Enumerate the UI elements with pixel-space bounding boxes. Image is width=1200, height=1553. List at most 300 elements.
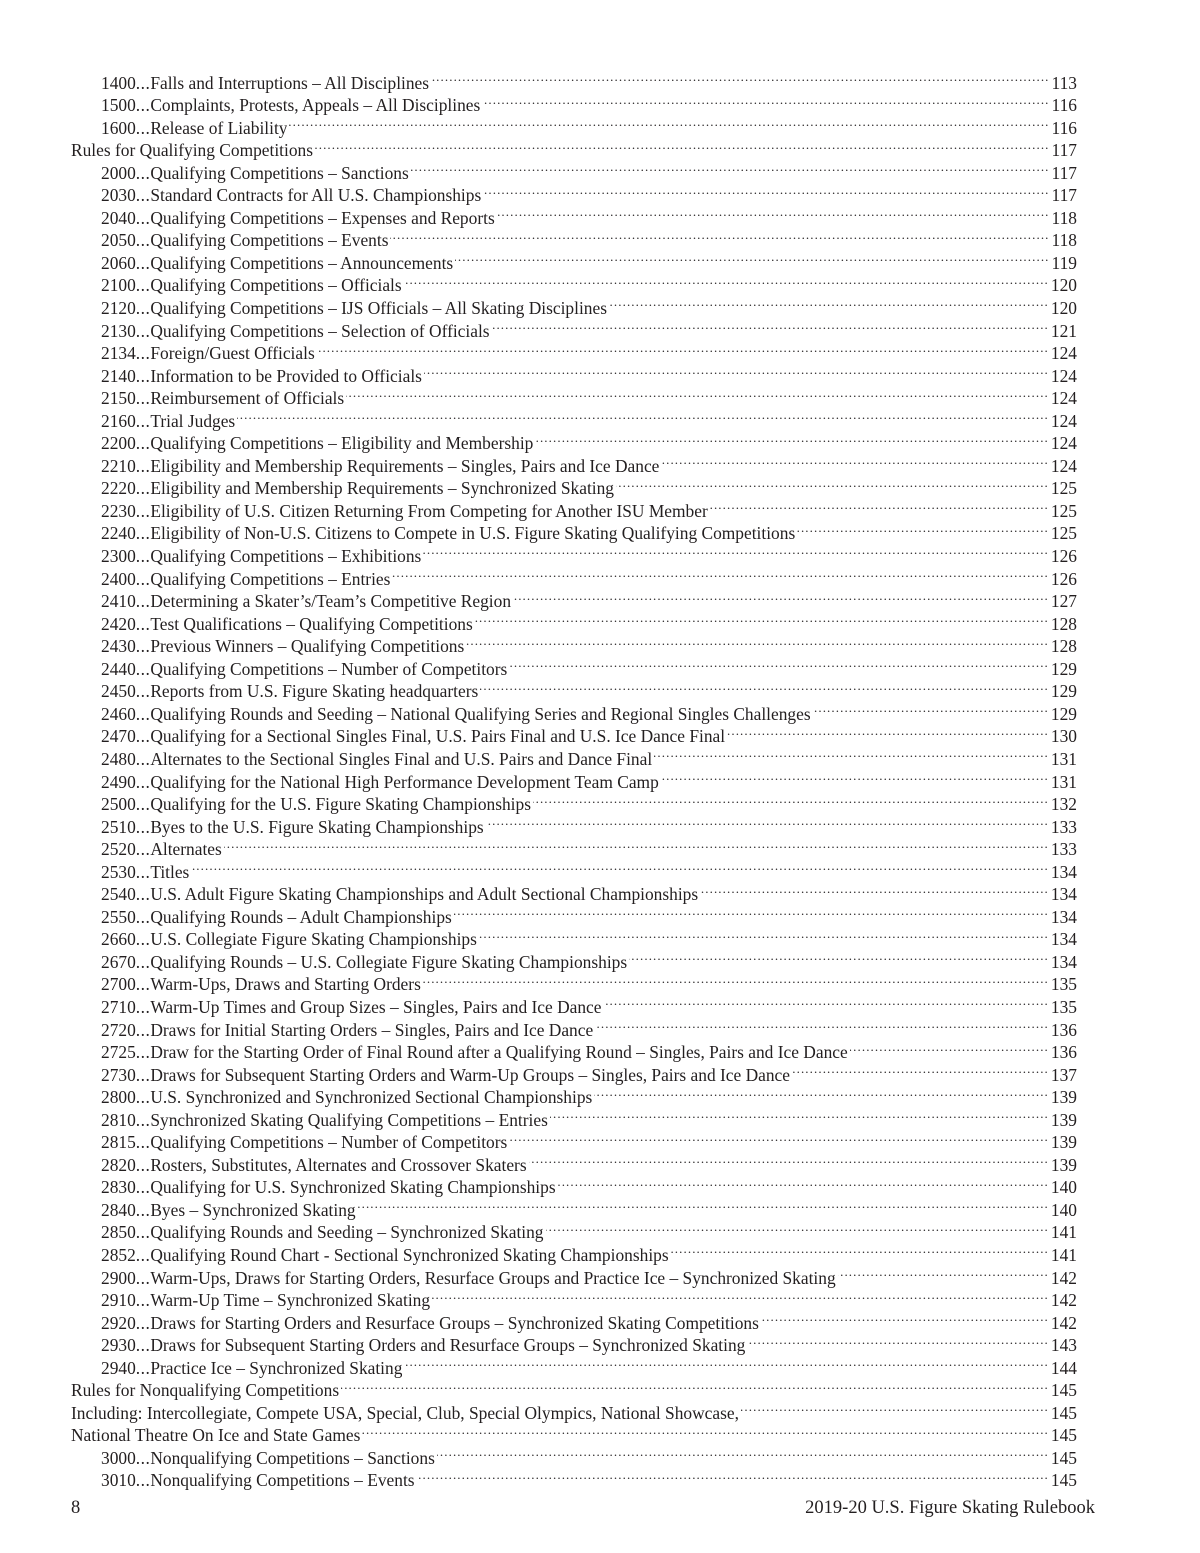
rule-number: 2430	[101, 636, 136, 657]
dot-leader	[838, 1261, 1049, 1284]
page-ref: 134	[1050, 929, 1077, 950]
rule-number: 2510	[101, 816, 136, 837]
rule-number: 2710	[101, 996, 136, 1017]
page-ref: 134	[1050, 906, 1077, 927]
entry-title: Practice Ice – Synchronized Skating	[150, 1357, 403, 1378]
dot-leader	[390, 224, 1049, 247]
entry-title: Rosters, Substitutes, Alternates and Crossover Skaters	[150, 1154, 527, 1175]
entry-title: Falls and Interruptions – All Disciplines	[150, 72, 430, 93]
page-ref: 142	[1050, 1267, 1077, 1288]
entry-title: Qualifying Rounds and Seeding – National Qualifying Series and Regional Singles Challenges	[150, 703, 811, 724]
dot-leader	[480, 675, 1049, 698]
ellipsis-separator: ...	[135, 884, 151, 905]
entry-title: Draws for Subsequent Starting Orders and Warm-Up Groups – Singles, Pairs and Ice Dance	[150, 1064, 790, 1085]
entry-title: Alternates	[150, 839, 222, 860]
rule-number: 2850	[101, 1222, 136, 1243]
page-ref: 132	[1050, 794, 1077, 815]
rule-number: 2030	[101, 185, 136, 206]
rule-number: 2660	[101, 929, 136, 950]
entry-title: Including: Intercollegiate, Compete USA, Special, Club, Special Olympics, National Showcase,	[71, 1402, 739, 1423]
page-ref: 145	[1050, 1425, 1077, 1446]
ellipsis-separator: ...	[135, 320, 151, 341]
page-ref: 113	[1051, 72, 1077, 93]
page-ref: 124	[1050, 365, 1077, 386]
rule-number: 1400	[101, 72, 136, 93]
entry-title: Byes – Synchronized Skating	[150, 1199, 356, 1220]
rule-number: 2810	[101, 1109, 136, 1130]
page-ref: 142	[1050, 1290, 1077, 1311]
dot-leader	[513, 585, 1049, 608]
dot-leader	[797, 517, 1049, 540]
dot-leader	[404, 1351, 1048, 1374]
dot-leader	[661, 765, 1049, 788]
entry-title: Warm-Ups, Draws for Starting Orders, Resurface Groups and Practice Ice – Synchronized Skating	[150, 1267, 836, 1288]
page-ref: 143	[1050, 1335, 1077, 1356]
page-ref: 145	[1050, 1380, 1077, 1401]
dot-leader	[411, 156, 1050, 179]
entry-title: Reports from U.S. Figure Skating headquarters	[150, 681, 479, 702]
rule-number: 2725	[101, 1042, 136, 1063]
dot-leader	[492, 314, 1049, 337]
rule-number: 2800	[101, 1087, 136, 1108]
entry-title: Qualifying for the National High Performance Development Team Camp	[150, 771, 659, 792]
ellipsis-separator: ...	[135, 1447, 151, 1468]
page-number: 8	[71, 1498, 81, 1518]
entry-title: Draws for Starting Orders and Resurface Groups – Synchronized Skating Competitions	[150, 1312, 759, 1333]
rule-number: 2500	[101, 794, 136, 815]
dot-leader	[850, 1036, 1049, 1059]
entry-title: Qualifying Rounds – Adult Championships	[150, 906, 452, 927]
ellipsis-separator: ...	[135, 1357, 151, 1378]
dot-leader	[237, 404, 1049, 427]
ellipsis-separator: ...	[135, 1470, 151, 1491]
entry-title: Eligibility and Membership Requirements – Synchronized Skating	[150, 478, 615, 499]
entry-title: Rules for Qualifying Competitions	[71, 140, 313, 161]
page-ref: 139	[1050, 1132, 1077, 1153]
ellipsis-separator: ...	[135, 1199, 151, 1220]
rule-number: 2230	[101, 500, 136, 521]
rule-number: 2530	[101, 861, 136, 882]
ellipsis-separator: ...	[135, 298, 151, 319]
rule-number: 2440	[101, 658, 136, 679]
page-ref: 140	[1050, 1199, 1077, 1220]
entry-title: Information to be Provided to Officials	[150, 365, 422, 386]
rule-number: 2160	[101, 410, 136, 431]
rule-number: 2480	[101, 748, 136, 769]
entry-title: Warm-Up Times and Group Sizes – Singles, Pairs and Ice Dance	[150, 996, 602, 1017]
dot-leader	[535, 427, 1049, 450]
rule-number: 2720	[101, 1019, 136, 1040]
rule-number: 2550	[101, 906, 136, 927]
page-ref: 125	[1050, 478, 1077, 499]
dot-leader	[479, 923, 1049, 946]
ellipsis-separator: ...	[135, 1244, 151, 1265]
page-ref: 126	[1050, 568, 1077, 589]
entry-title: Qualifying Competitions – Entries	[150, 568, 391, 589]
ellipsis-separator: ...	[135, 455, 151, 476]
entry-title: National Theatre On Ice and State Games	[71, 1425, 361, 1446]
entry-title: Nonqualifying Competitions – Sanctions	[150, 1447, 435, 1468]
page-ref: 124	[1050, 388, 1077, 409]
entry-title: Draw for the Starting Order of Final Round after a Qualifying Round – Singles, Pairs and Ice Dance	[150, 1042, 848, 1063]
entry-title: Nonqualifying Competitions – Events	[150, 1470, 415, 1491]
ellipsis-separator: ...	[135, 951, 151, 972]
dot-leader	[486, 810, 1049, 833]
page-ref: 133	[1050, 816, 1077, 837]
rule-number: 2490	[101, 771, 136, 792]
entry-title: Qualifying for a Sectional Singles Final, U.S. Pairs Final and U.S. Ice Dance Final	[150, 726, 726, 747]
dot-leader	[604, 990, 1049, 1013]
ellipsis-separator: ...	[135, 1087, 151, 1108]
rule-number: 2140	[101, 365, 136, 386]
rule-number: 2000	[101, 162, 136, 183]
ellipsis-separator: ...	[135, 365, 151, 386]
dot-leader	[317, 337, 1049, 360]
ellipsis-separator: ...	[135, 613, 151, 634]
ellipsis-separator: ...	[135, 230, 151, 251]
page-ref: 125	[1050, 500, 1077, 521]
ellipsis-separator: ...	[135, 1154, 151, 1175]
page-ref: 117	[1051, 162, 1077, 183]
page-ref: 116	[1051, 95, 1077, 116]
entry-title: Draws for Subsequent Starting Orders and Resurface Groups – Synchronized Skating	[150, 1335, 746, 1356]
ellipsis-separator: ...	[135, 1267, 151, 1288]
entry-title: Release of Liability	[150, 117, 288, 138]
page-ref: 117	[1051, 185, 1077, 206]
rule-number: 2930	[101, 1335, 136, 1356]
dot-leader	[509, 1126, 1049, 1149]
ellipsis-separator: ...	[135, 1335, 151, 1356]
rule-number: 2910	[101, 1290, 136, 1311]
dot-leader	[358, 1193, 1049, 1216]
page-ref: 141	[1050, 1244, 1077, 1265]
page-ref: 135	[1050, 974, 1077, 995]
entry-title: Eligibility of U.S. Citizen Returning From Competing for Another ISU Member	[150, 500, 708, 521]
entry-title: Qualifying Competitions – Number of Competitors	[150, 1132, 508, 1153]
ellipsis-separator: ...	[135, 410, 151, 431]
rule-number: 2300	[101, 546, 136, 567]
ellipsis-separator: ...	[135, 1312, 151, 1333]
dot-leader	[346, 382, 1049, 405]
page-ref: 139	[1050, 1087, 1077, 1108]
dot-leader	[224, 833, 1049, 856]
rule-number: 2730	[101, 1064, 136, 1085]
dot-leader	[341, 1374, 1049, 1397]
page-ref: 136	[1050, 1042, 1077, 1063]
dot-leader	[423, 539, 1049, 562]
toc-entry[interactable]	[71, 66, 1077, 93]
rule-number: 2040	[101, 207, 136, 228]
rule-number: 3010	[101, 1470, 136, 1491]
ellipsis-separator: ...	[135, 433, 151, 454]
dot-leader	[813, 697, 1049, 720]
entry-title: Qualifying for U.S. Synchronized Skating Championships	[150, 1177, 556, 1198]
entry-title: Byes to the U.S. Figure Skating Championships	[150, 816, 484, 837]
page-ref: 136	[1050, 1019, 1077, 1040]
dot-leader	[417, 1464, 1049, 1487]
dot-leader	[509, 652, 1049, 675]
ellipsis-separator: ...	[135, 546, 151, 567]
dot-leader	[761, 1306, 1049, 1329]
ellipsis-separator: ...	[135, 343, 151, 364]
page-ref: 127	[1050, 591, 1077, 612]
rule-number: 2540	[101, 884, 136, 905]
rule-number: 2920	[101, 1312, 136, 1333]
rule-number: 2420	[101, 613, 136, 634]
page-ref: 124	[1050, 410, 1077, 431]
entry-title: Trial Judges	[150, 410, 236, 431]
entry-title: Qualifying Competitions – Number of Competitors	[150, 658, 508, 679]
page-ref: 131	[1050, 748, 1077, 769]
rule-number: 2700	[101, 974, 136, 995]
entry-title: Eligibility of Non-U.S. Citizens to Compete in U.S. Figure Skating Qualifying Competitions	[150, 523, 796, 544]
entry-title: Qualifying Competitions – Sanctions	[150, 162, 409, 183]
page-ref: 124	[1050, 455, 1077, 476]
ellipsis-separator: ...	[135, 1064, 151, 1085]
ellipsis-separator: ...	[135, 72, 151, 93]
ellipsis-separator: ...	[135, 591, 151, 612]
rule-number: 2830	[101, 1177, 136, 1198]
page-ref: 134	[1050, 861, 1077, 882]
ellipsis-separator: ...	[135, 388, 151, 409]
rule-number: 2470	[101, 726, 136, 747]
ellipsis-separator: ...	[135, 748, 151, 769]
dot-leader	[654, 742, 1049, 765]
ellipsis-separator: ...	[135, 1177, 151, 1198]
ellipsis-separator: ...	[135, 162, 151, 183]
dot-leader	[455, 246, 1049, 269]
dot-leader	[432, 1284, 1049, 1307]
ellipsis-separator: ...	[135, 1132, 151, 1153]
dot-leader	[529, 1148, 1049, 1171]
dot-leader	[497, 201, 1050, 224]
ellipsis-separator: ...	[135, 929, 151, 950]
page-ref: 128	[1050, 613, 1077, 634]
ellipsis-separator: ...	[135, 478, 151, 499]
entry-title: Qualifying Round Chart - Sectional Synchronized Skating Championships	[150, 1244, 669, 1265]
page-ref: 129	[1050, 703, 1077, 724]
page-ref: 128	[1050, 636, 1077, 657]
page-ref: 118	[1051, 207, 1077, 228]
entry-title: Determining a Skater’s/Team’s Competitive Region	[150, 591, 512, 612]
dot-leader	[661, 449, 1049, 472]
dot-leader	[454, 900, 1049, 923]
ellipsis-separator: ...	[135, 500, 151, 521]
rule-number: 2820	[101, 1154, 136, 1175]
entry-title: Qualifying Competitions – Exhibitions	[150, 546, 422, 567]
entry-title: Warm-Up Time – Synchronized Skating	[150, 1290, 431, 1311]
page-ref: 130	[1050, 726, 1077, 747]
rule-number: 2460	[101, 703, 136, 724]
rule-number: 2410	[101, 591, 136, 612]
rule-number: 2050	[101, 230, 136, 251]
page-ref: 134	[1050, 951, 1077, 972]
page-ref: 120	[1050, 298, 1077, 319]
page-ref: 120	[1050, 275, 1077, 296]
dot-leader	[191, 855, 1049, 878]
page-ref: 145	[1050, 1470, 1077, 1491]
dot-leader	[727, 720, 1049, 743]
entry-title: Reimbursement of Officials	[150, 388, 345, 409]
entry-title: Standard Contracts for All U.S. Championships	[150, 185, 482, 206]
rule-number: 2815	[101, 1132, 136, 1153]
ellipsis-separator: ...	[135, 681, 151, 702]
rule-number: 2210	[101, 455, 136, 476]
dot-leader	[362, 1419, 1048, 1442]
table-of-contents	[71, 66, 1077, 1491]
page-ref: 133	[1050, 839, 1077, 860]
dot-leader	[466, 630, 1049, 653]
rule-number: 2130	[101, 320, 136, 341]
toc-entry[interactable]	[71, 878, 1077, 905]
dot-leader	[533, 788, 1049, 811]
dot-leader	[741, 1396, 1049, 1419]
rule-number: 1500	[101, 95, 136, 116]
page-ref: 142	[1050, 1312, 1077, 1333]
entry-title: Draws for Initial Starting Orders – Singles, Pairs and Ice Dance	[150, 1019, 594, 1040]
rule-number: 2852	[101, 1244, 136, 1265]
rule-number: 2240	[101, 523, 136, 544]
entry-title: Test Qualifications – Qualifying Competitions	[150, 613, 473, 634]
ellipsis-separator: ...	[135, 523, 151, 544]
ellipsis-separator: ...	[135, 207, 151, 228]
ellipsis-separator: ...	[135, 117, 151, 138]
ellipsis-separator: ...	[135, 996, 151, 1017]
entry-title: Complaints, Protests, Appeals – All Disciplines	[150, 95, 481, 116]
rule-number: 2450	[101, 681, 136, 702]
entry-title: Qualifying Competitions – Officials	[150, 275, 402, 296]
page-ref: 131	[1050, 771, 1077, 792]
dot-leader	[404, 269, 1049, 292]
book-title: 2019-20 U.S. Figure Skating Rulebook	[805, 1498, 1095, 1518]
page-ref: 141	[1050, 1222, 1077, 1243]
page-ref: 121	[1050, 320, 1077, 341]
page-ref: 129	[1050, 658, 1077, 679]
rule-number: 2940	[101, 1357, 136, 1378]
toc-entry[interactable]	[71, 855, 1077, 882]
ellipsis-separator: ...	[135, 568, 151, 589]
dot-leader	[710, 494, 1049, 517]
dot-leader	[671, 1238, 1049, 1261]
rule-number: 2060	[101, 252, 136, 273]
rule-number: 2900	[101, 1267, 136, 1288]
page-footer	[71, 1498, 1095, 1519]
dot-leader	[594, 1081, 1049, 1104]
page-ref: 144	[1050, 1357, 1077, 1378]
dot-leader	[289, 111, 1049, 134]
entry-title: Qualifying for the U.S. Figure Skating Championships	[150, 794, 531, 815]
dot-leader	[792, 1058, 1049, 1081]
dot-leader	[747, 1329, 1049, 1352]
ellipsis-separator: ...	[135, 1290, 151, 1311]
entry-title: Qualifying Rounds and Seeding – Synchronized Skating	[150, 1222, 544, 1243]
ellipsis-separator: ...	[135, 816, 151, 837]
dot-leader	[558, 1171, 1049, 1194]
entry-title: Eligibility and Membership Requirements – Singles, Pairs and Ice Dance	[150, 455, 660, 476]
dot-leader	[609, 291, 1049, 314]
ellipsis-separator: ...	[135, 636, 151, 657]
page-ref: 134	[1050, 884, 1077, 905]
dot-leader	[475, 607, 1049, 630]
entry-title: U.S. Collegiate Figure Skating Championships	[150, 929, 477, 950]
rule-number: 2670	[101, 951, 136, 972]
ellipsis-separator: ...	[135, 906, 151, 927]
ellipsis-separator: ...	[135, 839, 151, 860]
dot-leader	[483, 179, 1049, 202]
rule-number: 2840	[101, 1199, 136, 1220]
entry-title: Qualifying Competitions – Events	[150, 230, 389, 251]
entry-title: Rules for Nonqualifying Competitions	[71, 1380, 340, 1401]
ellipsis-separator: ...	[135, 974, 151, 995]
rule-number: 3000	[101, 1447, 136, 1468]
rule-number: 2400	[101, 568, 136, 589]
rule-number: 2520	[101, 839, 136, 860]
page-ref: 145	[1050, 1402, 1077, 1423]
ellipsis-separator: ...	[135, 252, 151, 273]
entry-title: Qualifying Competitions – Selection of Officials	[150, 320, 490, 341]
dot-leader	[315, 134, 1050, 157]
ellipsis-separator: ...	[135, 1109, 151, 1130]
ellipsis-separator: ...	[135, 726, 151, 747]
page-ref: 117	[1051, 140, 1077, 161]
entry-title: Qualifying Competitions – Announcements	[150, 252, 454, 273]
entry-title: Previous Winners – Qualifying Competitions	[150, 636, 465, 657]
dot-leader	[595, 1013, 1049, 1036]
ellipsis-separator: ...	[135, 771, 151, 792]
page-ref: 125	[1050, 523, 1077, 544]
ellipsis-separator: ...	[135, 1019, 151, 1040]
entry-title: Titles	[150, 861, 190, 882]
rule-number: 1600	[101, 117, 136, 138]
dot-leader	[546, 1216, 1049, 1239]
page-ref: 140	[1050, 1177, 1077, 1198]
page-ref: 119	[1051, 252, 1077, 273]
dot-leader	[423, 968, 1049, 991]
dot-leader	[700, 878, 1049, 901]
rule-number: 2220	[101, 478, 136, 499]
entry-title: Alternates to the Sectional Singles Final and U.S. Pairs and Dance Final	[150, 748, 653, 769]
rule-number: 2120	[101, 298, 136, 319]
rule-number: 2100	[101, 275, 136, 296]
ellipsis-separator: ...	[135, 275, 151, 296]
dot-leader	[424, 359, 1049, 382]
entry-title: Qualifying Rounds – U.S. Collegiate Figure Skating Championships	[150, 951, 628, 972]
rule-number: 2200	[101, 433, 136, 454]
rule-number: 2134	[101, 343, 136, 364]
page-ref: 139	[1050, 1154, 1077, 1175]
dot-leader	[482, 89, 1049, 112]
page-ref: 137	[1050, 1064, 1077, 1085]
ellipsis-separator: ...	[135, 95, 151, 116]
ellipsis-separator: ...	[135, 185, 151, 206]
ellipsis-separator: ...	[135, 1042, 151, 1063]
entry-title: Foreign/Guest Officials	[150, 343, 315, 364]
rule-number: 2150	[101, 388, 136, 409]
ellipsis-separator: ...	[135, 794, 151, 815]
dot-leader	[616, 472, 1049, 495]
page-ref: 126	[1050, 546, 1077, 567]
page-ref: 129	[1050, 681, 1077, 702]
ellipsis-separator: ...	[135, 1222, 151, 1243]
page-ref: 139	[1050, 1109, 1077, 1130]
entry-title: Qualifying Competitions – IJS Officials – All Skating Disciplines	[150, 298, 607, 319]
page-ref: 124	[1050, 433, 1077, 454]
entry-title: Synchronized Skating Qualifying Competitions – Entries	[150, 1109, 548, 1130]
page-ref: 118	[1051, 230, 1077, 251]
page-ref: 145	[1050, 1447, 1077, 1468]
dot-leader	[392, 562, 1049, 585]
ellipsis-separator: ...	[135, 658, 151, 679]
